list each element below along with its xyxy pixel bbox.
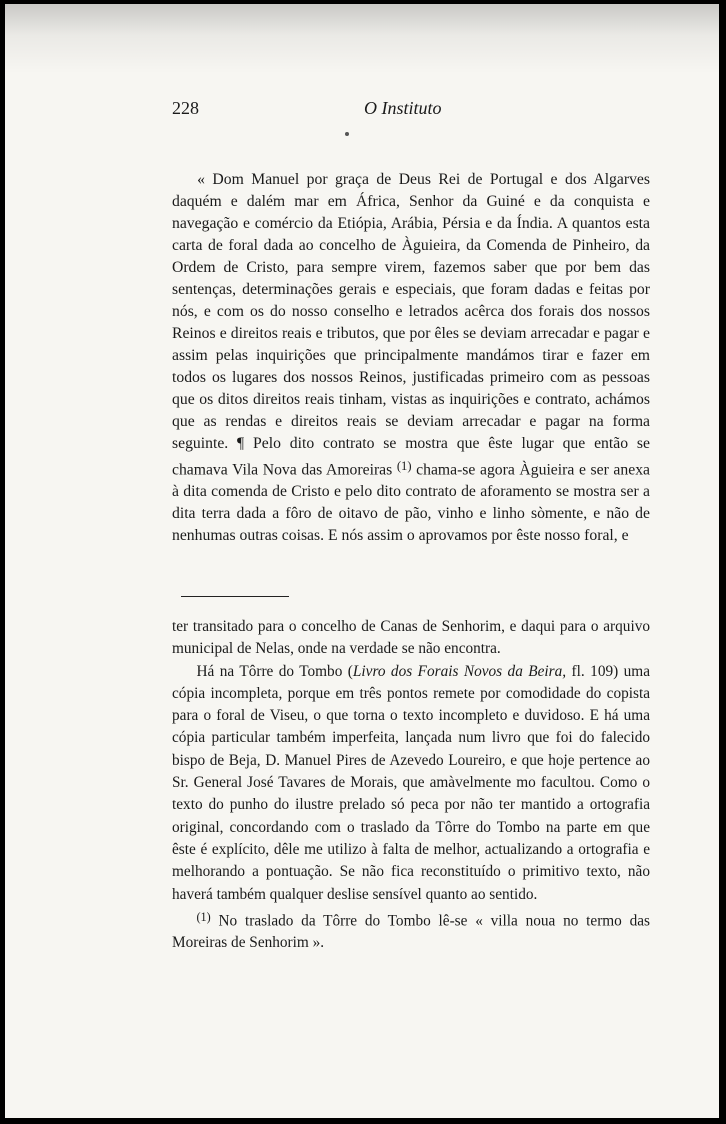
main-paragraph-end: chama-se agora Àguieira e ser anexa à dita comenda de Cristo e pelo dito contrato de aforamento se mostra ser a dita terra dada a fôro de oitavo de pão, vinho e linho sòmente, e não de nenhumas outras coisas. E nós assim o aprovamos por êste nosso foral, e: [172, 461, 651, 545]
main-text: [172, 169, 650, 547]
book-title: Livro dos Forais Novos da Beira,: [352, 662, 567, 680]
footnotes: [172, 616, 650, 955]
document-page: [5, 4, 719, 1118]
main-paragraph: [172, 169, 650, 547]
footnote-divider: [181, 596, 289, 597]
footnote-paragraph: [172, 661, 650, 906]
page-number: 228: [172, 98, 199, 118]
page-header: [172, 98, 652, 124]
footnote-continuation: ter transitado para o concelho de Canas de Senhorim, e daqui para o arquivo municipal de Nelas, onde na verdade se não encontra.: [172, 618, 650, 658]
scan-shadow: [5, 4, 719, 74]
footnote-paragraph-rest: fl. 109) uma cópia incompleta, porque em três pontos remete por comodidade do copista para o foral de Viseu, o que torna o texto incompleto e duvidoso. E há uma cópia particular também imperfeita, lançada num livro que foi do falecido bispo de Beja, D. Manuel Pires de Azevedo Loureiro, e que hoje pertence ao Sr. General José Tavares de Morais, que amàvelmente mo facultou. Como o texto do punho do ilustre prelado só peca por não ter mantido a ortografia original, concordando com o traslado da Tôrre do Tombo na parte em que êste é explícito, dêle me utilizo à falta de melhor, actualizando a ortografia e melhorando a pontuação. Se não fica reconstituído o primitivo texto, não haverá também qualquer deslise sensível quanto ao sentido.: [172, 662, 650, 903]
footnote-marker: (1): [196, 909, 211, 924]
footnote-1-text: No traslado da Tôrre do Tombo lê-se « villa noua no termo das Moreiras de Senhorim ».: [172, 912, 650, 952]
footnote-1: [172, 906, 650, 955]
ornament-dot: [345, 132, 349, 136]
footnote-reference: (1): [396, 459, 412, 473]
running-title: O Instituto: [364, 98, 442, 118]
main-paragraph-text: « Dom Manuel por graça de Deus Rei de Portugal e dos Algarves daquém e dalém mar em África, Senhor da Guiné e da conquista e navegação e comércio da Etiópia, Arábia, Pérsia e da Índia. A quantos esta carta de foral dada ao concelho de Àguieira, da Comenda de Pinheiro, da Ordem de Cristo, para sempre virem, fazemos saber que por bem das sentenças, determinações gerais e especiais, que foram dadas e feitas por nós, e com os do nosso conselho e letrados acêrca dos forais dos nossos Reinos e direitos reais e tributos, que por êles se deviam arrecadar e pagar e assim pelas inquirições que principalmente mandámos tirar e fazer em todos os lugares dos nossos Reinos, justificadas primeiro com as pessoas que os ditos direitos reais tinham, vistas as inquirições e contrato, achámos que as rendas e direitos reais se deviam arrecadar e pagar na forma seguinte. ¶ Pelo dito contrato se mostra que êste lugar que então se chamava Vila Nova das Amoreiras: [172, 171, 650, 479]
footnote-paragraph-start: Há na Tôrre do Tombo (: [196, 662, 353, 680]
